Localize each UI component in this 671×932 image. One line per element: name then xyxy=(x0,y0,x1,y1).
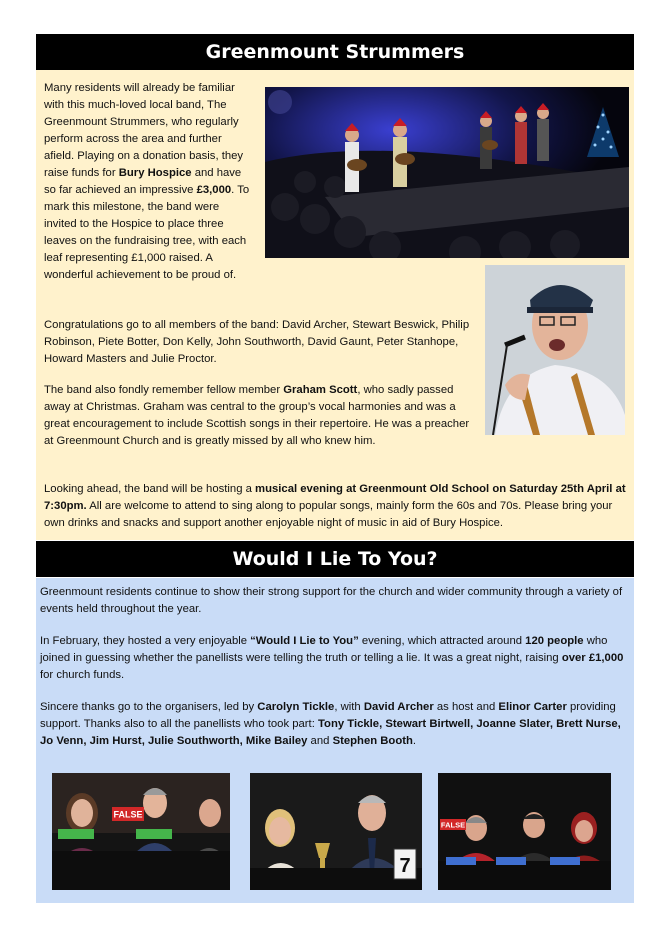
strummers-intro-paragraph: Many residents will already be familiar with this much-loved local band, The Greenmount Strummers, who regularly perform across the area and further afield. Playing on a donation basis, they raise funds for Bury Hospice and have so far achieved an impressive £3,000. To mark this milestone, the band were invited to the Hospice to place three leaves on the fundraising tree, with each leaf representing £1,000 raised. A wonderful achievement to be proud of. xyxy=(44,82,250,281)
number-card-text: 7 xyxy=(399,855,411,877)
section-header-wilty xyxy=(36,541,634,577)
graham-scott-paragraph: The band also fondly remember fellow member Graham Scott, who sadly passed away at Christmas. Graham was central to the group’s vocal harmonies and was a great encouragement to include Scottish songs in their repertoire. He was a preacher at Greenmount Church and is greatly missed by all who knew him. xyxy=(44,384,470,447)
false-sign-text: FALSE xyxy=(113,809,143,820)
panellists-photo-right xyxy=(438,773,611,890)
wilty-intro-paragraph: Greenmount residents continue to show their strong support for the church and wider community through a variety of events held throughout the year. xyxy=(40,586,623,615)
musical-evening-paragraph: Looking ahead, the band will be hosting a musical evening at Greenmount Old School on Saturday 25th April at 7:30pm. All are welcome to attend to sing along to popular songs, mainly form the 60s and 70s. Please bring your own drinks and snacks and support another enjoyable night of music in aid of Bury Hospice. xyxy=(44,483,626,529)
section-header-strummers xyxy=(36,34,634,70)
singer-portrait-photo xyxy=(485,265,625,435)
section-title: Greenmount Strummers xyxy=(205,41,465,63)
band-members-paragraph: Congratulations go to all members of the band: David Archer, Stewart Beswick, Philip Robinson, Piete Botter, Don Kelly, John Southworth, David Gaunt, Peter Stanhope, Howard Masters and Julie Proctor. xyxy=(44,319,470,365)
wilty-event-paragraph: In February, they hosted a very enjoyable “Would I Lie to You” evening, which attracted around 120 people who joined in guessing whether the panellists were telling the truth or telling a lie. It was a great night, raising over £1,000 for church funds. xyxy=(40,635,624,681)
wilty-thanks-paragraph: Sincere thanks go to the organisers, led by Carolyn Tickle, with David Archer as host and Elinor Carter providing support. Thanks also to all the panellists who took part: Tony Tickle, Stewart Birtwell, Joanne Slater, Brett Nurse, Jo Venn, Jim Hurst, Julie Southworth, Mike Bailey and Stephen Booth. xyxy=(40,701,621,747)
section-title: Would I Lie To You? xyxy=(232,548,438,570)
panellists-photo-left xyxy=(52,773,230,890)
panellists-photo-middle xyxy=(250,773,422,890)
false-sign-text: FALSE xyxy=(440,820,466,830)
band-stage-photo xyxy=(265,87,629,258)
